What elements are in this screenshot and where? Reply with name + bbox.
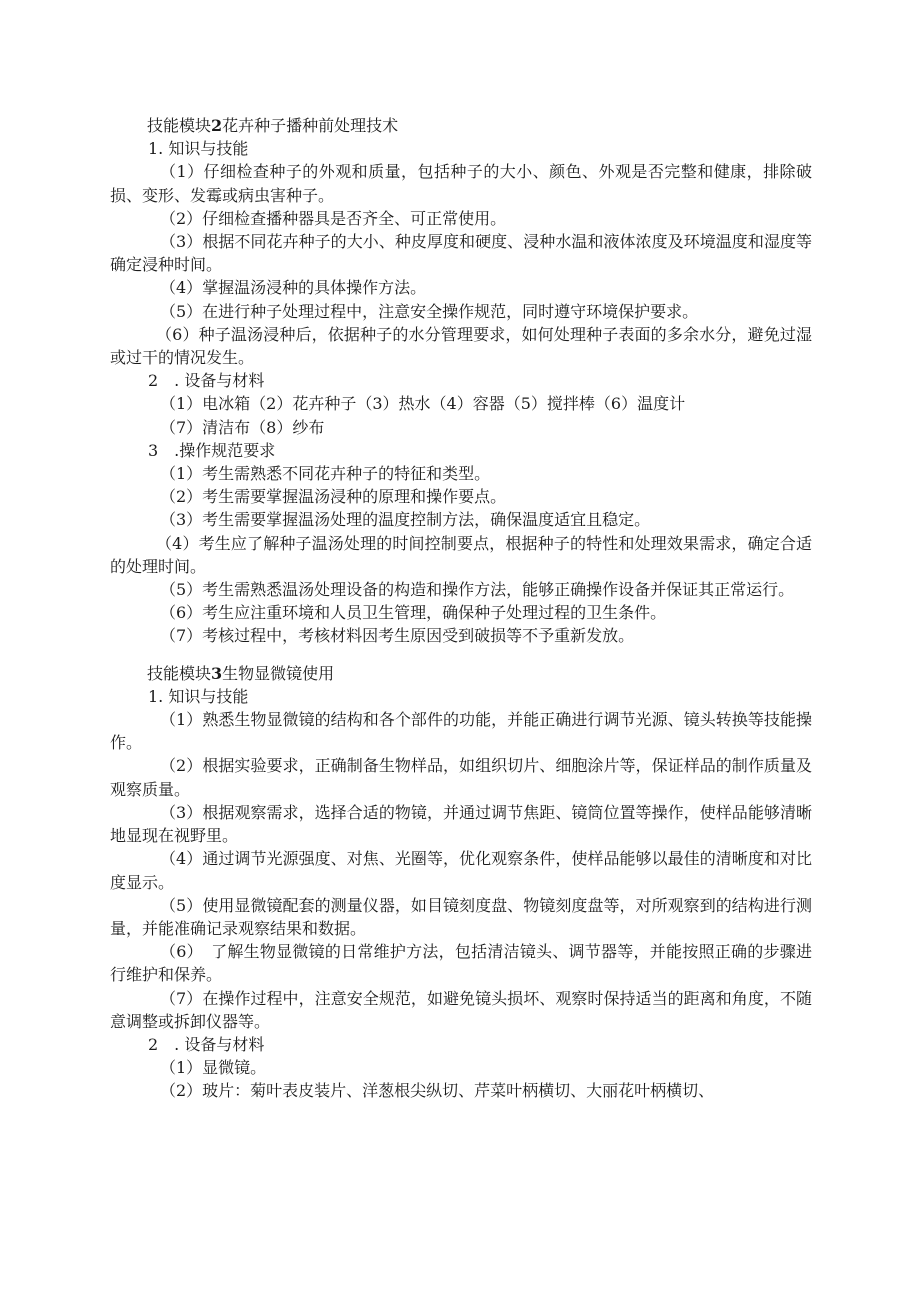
module-2-item-5: （5）在进行种子处理过程中，注意安全操作规范，同时遵守环境保护要求。 [160, 301, 699, 321]
module-3-item-6: （6） 了解生物显微镜的日常维护方法，包括清洁镜头、调节器等，并能按照正确的步骤进行维护和保养。 [110, 942, 812, 985]
module-3-section-2-heading: 2 . 设备与材料 [148, 1034, 265, 1054]
module-2-section-2-heading: 2 . 设备与材料 [148, 371, 265, 391]
module-3-item-3: （3）根据观察需求，选择合适的物镜，并通过调节焦距、镜筒位置等操作，使样品能够清晰地显现在视野里。 [110, 802, 812, 846]
module-3-title: 技能模块3生物显微镜使用 [147, 663, 335, 683]
module-2-item-2: （2）仔细检查播种器具是否齐全、可正常使用。 [160, 208, 507, 228]
module-2-rule-5: （5）考生需熟悉温汤处理设备的构造和操作方法，能够正确操作设备并保证其正常运行。 [160, 580, 795, 600]
section-spacer [110, 648, 812, 662]
module-2-rule-7: （7）考核过程中，考核材料因考生原因受到破损等不予重新发放。 [160, 626, 635, 646]
module-3-item-4: （4）通过调节光源强度、对焦、光圈等，优化观察条件，使样品能够以最佳的清晰度和对比度显示。 [110, 849, 812, 892]
module-3-item-1: （1）熟悉生物显微镜的结构和各个部件的功能，并能正确进行调节光源、镜头转换等技能操作。 [110, 710, 812, 753]
module-2-equipment-line-1: （1）电冰箱（2）花卉种子（3）热水（4）容器（5）搅拌棒（6）温度计 [160, 394, 686, 414]
module-3-item-2: （2）根据实验要求，正确制备生物样品，如组织切片、细胞涂片等，保证样品的制作质量及观察质量。 [110, 756, 812, 799]
module-2-title: 技能模块2花卉种子播种前处理技术 [147, 116, 399, 135]
module-2-equipment-line-2: （7）清洁布（8）纱布 [160, 417, 325, 437]
module-2-item-3: （3）根据不同花卉种子的大小、种皮厚度和硬度、浸种水温和液体浓度及环境温度和湿度等确定浸种时间。 [110, 232, 812, 275]
module-3-equipment-line-2: （2）玻片：菊叶表皮装片、洋葱根尖纵切、芹菜叶柄横切、大丽花叶柄横切、 [160, 1081, 715, 1101]
module-2-rule-2: （2）考生需要掌握温汤浸种的原理和操作要点。 [160, 487, 507, 507]
module-3-item-7: （7）在操作过程中，注意安全规范，如避免镜头损坏、观察时保持适当的距离和角度，不随意调整或拆卸仪器等。 [110, 988, 812, 1031]
module-2-item-1: （1）仔细检查种子的外观和质量，包括种子的大小、颜色、外观是否完整和健康，排除破损、变形、发霉或病虫害种子。 [110, 162, 812, 205]
module-2-item-4: （4）掌握温汤浸种的具体操作方法。 [160, 278, 427, 298]
document-page [110, 114, 812, 1103]
module-2-section-1-heading: 1. 知识与技能 [148, 139, 249, 159]
module-2-rule-1: （1）考生需熟悉不同花卉种子的特征和类型。 [160, 464, 491, 484]
module-3-equipment-line-1: （1）显微镜。 [160, 1058, 267, 1078]
module-3-section-1-heading: 1. 知识与技能 [148, 686, 249, 706]
module-2-section-3-heading: 3 .操作规范要求 [148, 440, 276, 460]
module-3-item-5: （5）使用显微镜配套的测量仪器，如目镜刻度盘、物镜刻度盘等，对所观察到的结构进行测量，并能准确记录观察结果和数据。 [110, 895, 812, 938]
module-2-rule-3: （3）考生需要掌握温汤处理的温度控制方法，确保温度适宜且稳定。 [160, 510, 651, 530]
module-2-item-6: （6）种子温汤浸种后，依据种子的水分管理要求，如何处理种子表面的多余水分，避免过湿或过干的情况发生。 [110, 324, 812, 368]
module-2-rule-6: （6）考生应注重环境和人员卫生管理，确保种子处理过程的卫生条件。 [160, 603, 667, 623]
module-2-rule-4: （4）考生应了解种子温汤处理的时间控制要点，根据种子的特性和处理效果需求，确定合适的处理时间。 [110, 533, 812, 576]
